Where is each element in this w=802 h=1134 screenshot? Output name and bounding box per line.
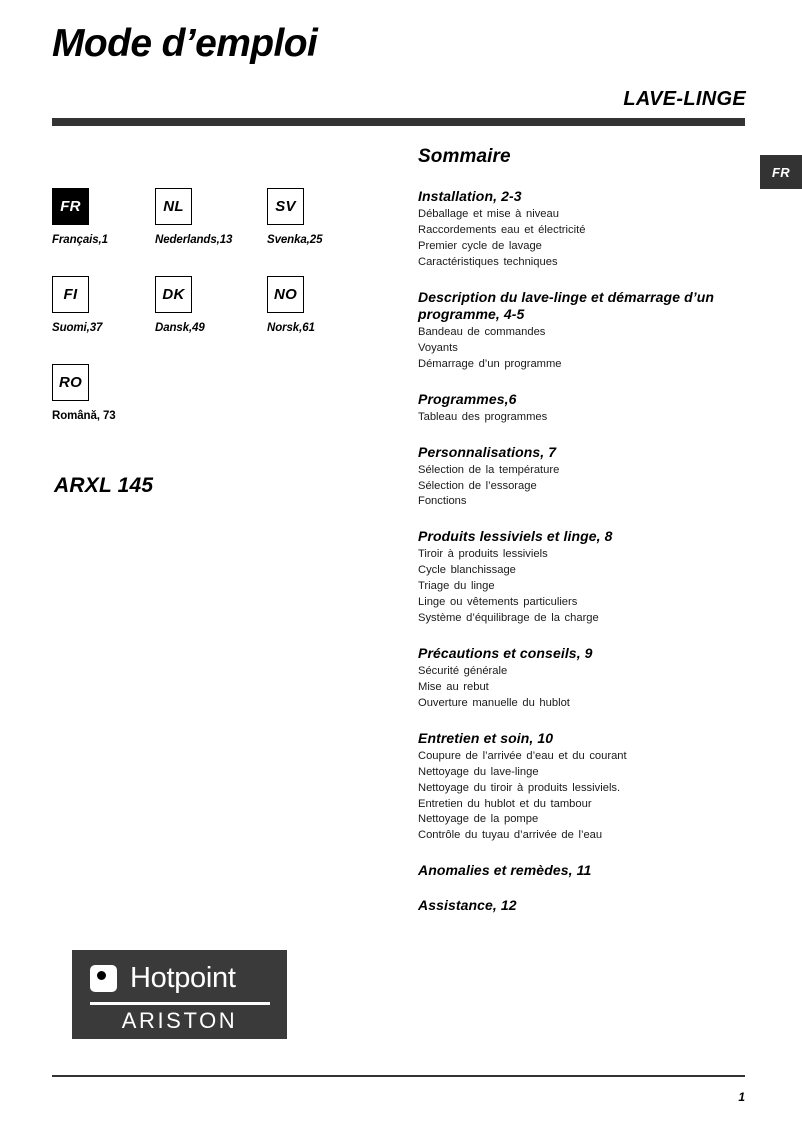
language-option-ro[interactable] bbox=[52, 364, 116, 422]
logo-divider bbox=[90, 1002, 270, 1005]
contents-section-heading[interactable]: Assistance, 12 bbox=[418, 897, 517, 914]
contents-section-heading[interactable]: Description du lave-linge et démarrage d’un programme, 4-5 bbox=[418, 288, 715, 322]
contents-section-heading[interactable]: Précautions et conseils, 9 bbox=[418, 644, 593, 661]
language-code-box-fi[interactable]: FI bbox=[52, 276, 89, 313]
contents-item[interactable]: Nettoyage du lave-linge bbox=[418, 765, 539, 778]
appliance-type-label: LAVE-LINGE bbox=[623, 88, 746, 110]
logo-wordmark: Hotpoint bbox=[130, 962, 236, 994]
contents-sections bbox=[418, 188, 758, 914]
contents-item[interactable]: Système d’équilibrage de la charge bbox=[418, 612, 599, 625]
contents-section-heading[interactable]: Anomalies et remèdes, 11 bbox=[418, 862, 592, 879]
language-row bbox=[52, 364, 392, 452]
language-name-label: Română, 73 bbox=[52, 410, 116, 422]
brand-logo bbox=[72, 950, 287, 1039]
page-title: Mode d’emploi bbox=[52, 22, 318, 65]
language-selector-grid bbox=[52, 188, 392, 452]
contents-item[interactable]: Contrôle du tuyau d’arrivée de l’eau bbox=[418, 829, 603, 842]
contents-section-heading[interactable]: Installation, 2-3 bbox=[418, 188, 522, 204]
contents-item[interactable]: Fonctions bbox=[418, 495, 467, 508]
language-name-label: Svenka,25 bbox=[267, 234, 323, 246]
table-of-contents bbox=[418, 146, 758, 932]
hotpoint-square-dot-icon bbox=[90, 965, 117, 992]
language-name-label: Norsk,61 bbox=[267, 322, 315, 334]
language-tab-fr: FR bbox=[760, 155, 802, 189]
language-name-label: Dansk,49 bbox=[155, 322, 205, 334]
contents-item[interactable]: Mise au rebut bbox=[418, 680, 489, 693]
contents-title: Sommaire bbox=[418, 146, 511, 167]
language-code-box-no[interactable]: NO bbox=[267, 276, 304, 313]
logo-subwordmark: ARISTON bbox=[121, 1008, 238, 1033]
logo-top-row bbox=[90, 964, 236, 993]
contents-item[interactable]: Raccordements eau et électricité bbox=[418, 223, 586, 236]
contents-item[interactable]: Coupure de l’arrivée d’eau et du courant bbox=[418, 749, 627, 762]
page-number: 1 bbox=[738, 1090, 745, 1104]
contents-item[interactable]: Tableau des programmes bbox=[418, 410, 548, 423]
language-code-box-dk[interactable]: DK bbox=[155, 276, 192, 313]
contents-section-heading[interactable]: Personnalisations, 7 bbox=[418, 443, 557, 460]
contents-section-heading[interactable]: Programmes,6 bbox=[418, 390, 517, 407]
language-option-sv[interactable] bbox=[267, 188, 322, 246]
contents-item[interactable]: Bandeau de commandes bbox=[418, 325, 546, 338]
language-code-box-sv[interactable]: SV bbox=[267, 188, 304, 225]
contents-section bbox=[418, 862, 758, 879]
language-name-label: Nederlands,13 bbox=[155, 234, 233, 246]
contents-section bbox=[418, 528, 758, 627]
contents-section bbox=[418, 730, 758, 845]
language-name-label: Français,1 bbox=[52, 234, 108, 246]
language-option-fr[interactable] bbox=[52, 188, 108, 246]
contents-item[interactable]: Tiroir à produits lessiviels bbox=[418, 548, 548, 561]
contents-section bbox=[418, 188, 758, 271]
contents-section bbox=[418, 391, 758, 426]
contents-item[interactable]: Déballage et mise à niveau bbox=[418, 208, 559, 221]
contents-section bbox=[418, 289, 758, 373]
contents-item[interactable]: Sécurité générale bbox=[418, 665, 508, 678]
contents-item[interactable]: Démarrage d’un programme bbox=[418, 357, 562, 370]
contents-item[interactable]: Caractéristiques techniques bbox=[418, 255, 558, 268]
contents-item[interactable]: Sélection de l’essorage bbox=[418, 479, 537, 492]
language-code-box-nl[interactable]: NL bbox=[155, 188, 192, 225]
contents-section-heading[interactable]: Entretien et soin, 10 bbox=[418, 729, 554, 746]
language-option-fi[interactable] bbox=[52, 276, 102, 334]
language-code-box-fr[interactable]: FR bbox=[52, 188, 89, 225]
contents-item[interactable]: Voyants bbox=[418, 341, 458, 354]
language-option-no[interactable] bbox=[267, 276, 315, 334]
contents-section bbox=[418, 444, 758, 511]
contents-item[interactable]: Triage du linge bbox=[418, 580, 495, 593]
contents-item[interactable]: Nettoyage de la pompe bbox=[418, 813, 539, 826]
language-option-dk[interactable] bbox=[155, 276, 205, 334]
language-option-nl[interactable] bbox=[155, 188, 232, 246]
model-number: ARXL 145 bbox=[54, 474, 154, 497]
contents-item[interactable]: Sélection de la température bbox=[418, 463, 560, 476]
contents-item[interactable]: Cycle blanchissage bbox=[418, 564, 516, 577]
header-divider bbox=[52, 118, 745, 126]
contents-item[interactable]: Entretien du hublot et du tambour bbox=[418, 797, 592, 810]
language-name-label: Suomi,37 bbox=[52, 322, 103, 334]
contents-item[interactable]: Linge ou vêtements particuliers bbox=[418, 596, 578, 609]
footer-divider bbox=[52, 1075, 745, 1077]
contents-item[interactable]: Nettoyage du tiroir à produits lessiviels. bbox=[418, 781, 621, 794]
contents-section bbox=[418, 897, 758, 914]
language-code-box-ro[interactable]: RO bbox=[52, 364, 89, 401]
contents-item[interactable]: Ouverture manuelle du hublot bbox=[418, 696, 570, 709]
language-row bbox=[52, 276, 392, 364]
contents-section-heading[interactable]: Produits lessiviels et linge, 8 bbox=[418, 528, 613, 545]
contents-section bbox=[418, 645, 758, 712]
language-row bbox=[52, 188, 392, 276]
contents-item[interactable]: Premier cycle de lavage bbox=[418, 239, 542, 252]
